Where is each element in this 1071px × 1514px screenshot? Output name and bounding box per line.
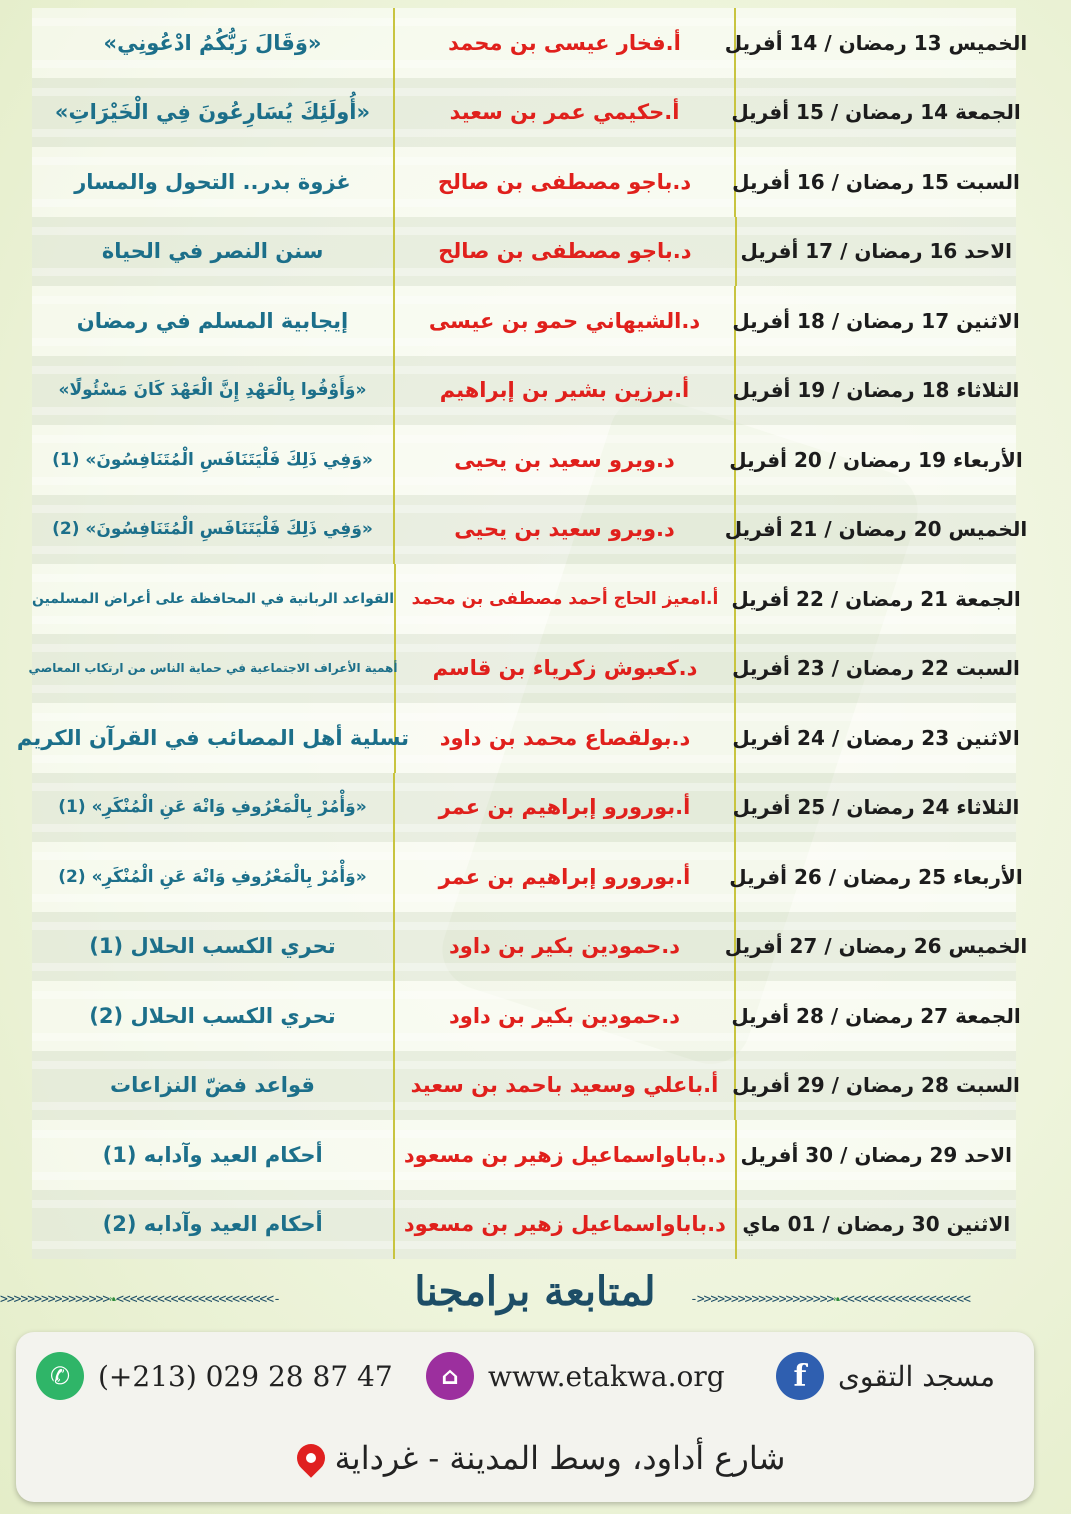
website-link[interactable]: [426, 1348, 739, 1404]
row-topic: سنن النصر في الحياة: [101, 239, 324, 264]
row-speaker: د.الشيهاني حمو بن عيسى: [393, 286, 734, 356]
table-row: [32, 147, 1020, 217]
website-url: www.etakwa.org: [488, 1359, 725, 1393]
row-date: الخميس 26 رمضان / 27 أفريل: [734, 912, 1016, 982]
row-speaker: أ.برزين بشير بن إبراهيم: [393, 356, 734, 426]
phone-number: (+213) 029 28 87 47: [98, 1359, 393, 1393]
row-topic: «وَأْمُرْ بِالْمَعْرُوفِ وَانْهَ عَنِ الْمُنْكَرِ» (1): [58, 797, 367, 818]
table-row: [16, 703, 1020, 773]
row-date: الجمعة 21 رمضان / 22 أفريل: [734, 564, 1016, 634]
facebook-icon: f: [776, 1352, 824, 1400]
table-row: [32, 425, 1023, 495]
row-topic: أحكام العيد وآدابه (2): [102, 1212, 323, 1237]
table-row: [32, 8, 1028, 78]
row-speaker: أ.بورورو إبراهيم بن عمر: [393, 842, 734, 912]
table-row: [32, 356, 1020, 426]
table-row: [32, 912, 1028, 982]
row-topic: «وَقَالَ رَبُّكُمُ ادْعُونِي»: [103, 30, 322, 55]
table-row: [32, 217, 1016, 287]
row-topic: «أُولَئِكَ يُسَارِعُونَ فِي الْخَيْرَاتِ»: [54, 100, 371, 125]
row-topic: «وَفِي ذَلِكَ فَلْيَتَنَافَسِ الْمُتَنَافِسُونَ» (2): [52, 519, 373, 540]
row-date: الجمعة 14 رمضان / 15 أفريل: [734, 78, 1016, 148]
row-speaker: د.باباواسماعيل زهير بن مسعود: [393, 1190, 734, 1260]
row-speaker: د.باجو مصطفى بن صالح: [393, 147, 734, 217]
table-row: [32, 1120, 1016, 1190]
table-row: [32, 495, 1028, 565]
row-topic: تسلية أهل المصائب في القرآن الكريم: [16, 725, 410, 750]
row-date: السبت 28 رمضان / 29 أفريل: [734, 1051, 1016, 1121]
row-speaker: أ.بورورو إبراهيم بن عمر: [393, 773, 734, 843]
row-date: الخميس 13 رمضان / 14 أفريل: [734, 8, 1016, 78]
row-date: الأربعاء 19 رمضان / 20 أفريل: [734, 425, 1016, 495]
phone-icon: ✆: [36, 1352, 84, 1400]
table-row: [32, 1190, 1016, 1260]
follow-banner: [0, 1268, 1071, 1328]
address: [286, 1428, 806, 1488]
ornament-divider: >>>>>>>>>>>>>>>>❧<<<<<<<<<<<<<<<<<<<<<<<-: [0, 1292, 280, 1307]
table-row: [32, 842, 1023, 912]
row-topic: تحري الكسب الحلال (1): [89, 934, 336, 959]
row-speaker: أ.امعيز الحاج أحمد مصطفى بن محمد: [394, 564, 734, 634]
row-topic: غزوة بدر.. التحول والمسار: [74, 169, 351, 194]
row-topic: إيجابية المسلم في رمضان: [76, 308, 349, 333]
row-date: الثلاثاء 24 رمضان / 25 أفريل: [734, 773, 1016, 843]
row-topic: «وَأْمُرْ بِالْمَعْرُوفِ وَانْهَ عَنِ الْمُنْكَرِ» (2): [58, 866, 367, 887]
row-speaker: أ.باعلي وسعيد باحمد بن سعيد: [393, 1051, 734, 1121]
row-topic: «وَفِي ذَلِكَ فَلْيَتَنَافَسِ الْمُتَنَافِسُونَ» (1): [52, 449, 373, 470]
row-speaker: د.ويرو سعيد بن يحيى: [393, 495, 734, 565]
table-row: [32, 286, 1020, 356]
row-date: الاثنين 17 رمضان / 18 أفريل: [734, 286, 1016, 356]
facebook-name: مسجد التقوى: [838, 1359, 995, 1393]
phone-contact[interactable]: [36, 1348, 407, 1404]
row-speaker: أ.فخار عيسى بن محمد: [393, 8, 734, 78]
table-row: [32, 773, 1020, 843]
address-text: شارع أداود، وسط المدينة - غرداية: [334, 1439, 786, 1477]
row-speaker: د.باجو مصطفى بن صالح: [393, 217, 734, 287]
row-speaker: د.باباواسماعيل زهير بن مسعود: [393, 1120, 734, 1190]
facebook-link[interactable]: [776, 1348, 1009, 1404]
contact-card: [16, 1332, 1034, 1502]
table-row: [32, 981, 1021, 1051]
row-speaker: د.ويرو سعيد بن يحيى: [393, 425, 734, 495]
home-icon: ⌂: [426, 1352, 474, 1400]
row-topic: أحكام العيد وآدابه (1): [102, 1142, 323, 1167]
row-speaker: د.حمودين بكير بن داود: [393, 981, 734, 1051]
row-speaker: د.بولقصاع محمد بن داود: [394, 703, 734, 773]
table-row: [32, 1051, 1020, 1121]
row-date: الاثنين 30 رمضان / 01 ماي: [735, 1190, 1016, 1260]
ornament-divider: ->>>>>>>>>>>>>>>>>>>>❧<<<<<<<<<<<<<<<<<<<: [690, 1292, 970, 1307]
row-topic: أهمية الأعراف الاجتماعية في حماية الناس من ارتكاب المعاصي: [28, 661, 398, 676]
row-date: الثلاثاء 18 رمضان / 19 أفريل: [734, 356, 1016, 426]
row-date: الأربعاء 25 رمضان / 26 أفريل: [734, 842, 1016, 912]
follow-title: لمتابعة برامجنا: [414, 1268, 656, 1315]
row-date: السبت 15 رمضان / 16 أفريل: [734, 147, 1016, 217]
table-row: [31, 564, 1021, 634]
row-date: الاحد 29 رمضان / 30 أفريل: [735, 1120, 1016, 1190]
table-row: [28, 634, 1020, 704]
row-topic: تحري الكسب الحلال (2): [89, 1003, 336, 1028]
row-date: الجمعة 27 رمضان / 28 أفريل: [734, 981, 1016, 1051]
row-date: الاثنين 23 رمضان / 24 أفريل: [734, 703, 1016, 773]
row-date: السبت 22 رمضان / 23 أفريل: [734, 634, 1016, 704]
row-topic: «وَأَوْفُوا بِالْعَهْدِ إِنَّ الْعَهْدَ كَانَ مَسْئُولًا»: [58, 380, 367, 401]
row-speaker: أ.حكيمي عمر بن سعيد: [393, 78, 734, 148]
row-date: الخميس 20 رمضان / 21 أفريل: [734, 495, 1016, 565]
schedule-table: [16, 8, 1028, 1259]
row-topic: قواعد فضّ النزاعات: [110, 1073, 315, 1098]
table-row: [32, 78, 1021, 148]
row-topic: القواعد الربانية في المحافظة على أعراض المسلمين: [31, 590, 394, 607]
row-speaker: د.حمودين بكير بن داود: [393, 912, 734, 982]
row-speaker: د.كعبوش زكرياء بن قاسم: [394, 634, 734, 704]
row-date: الاحد 16 رمضان / 17 أفريل: [735, 217, 1016, 287]
